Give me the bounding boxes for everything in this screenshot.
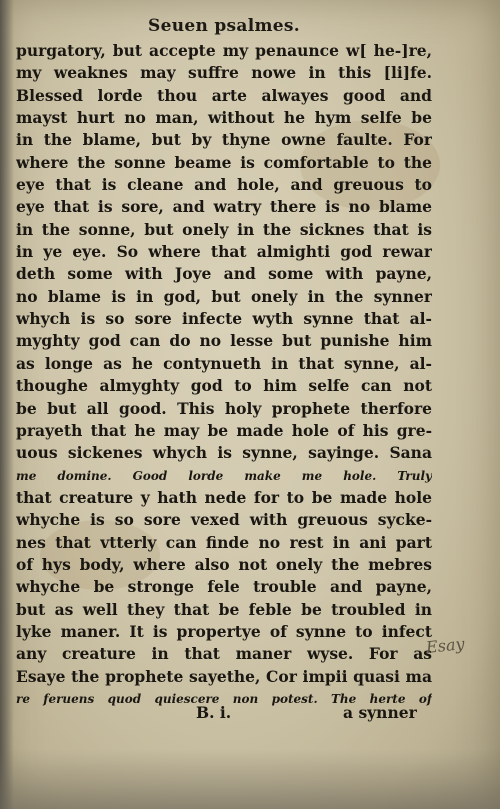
text-line: thoughe almyghty god to him selfe can not xyxy=(16,376,432,396)
text-line: Blessed lorde thou arte alwayes good and xyxy=(16,85,432,105)
text-line: myghty god can do no lesse but punishe him xyxy=(16,331,432,351)
text-line: in ye eye. So where that almighti god rewar xyxy=(16,242,432,262)
text-line: in the blame, but by thyne owne faulte. For xyxy=(16,130,432,150)
text-line: but as well they that be feble be troubled in xyxy=(16,599,432,619)
text-line: as longe as he contynueth in that synne, al- xyxy=(16,353,432,373)
text-line: my weaknes may suffre nowe in this [li]fe. xyxy=(16,63,432,83)
text-line: deth some with Joye and some with payne, xyxy=(16,264,432,284)
text-line: uous sickenes whych is synne, sayinge. Sana xyxy=(16,443,432,463)
text-line: whych is so sore infecte wyth synne that al- xyxy=(16,309,432,329)
text-line: of hys body, where also not onely the mebres xyxy=(16,554,432,574)
text-line: eye that is sore, and watry there is no blame xyxy=(16,197,432,217)
text-line: whyche be stronge fele trouble and payne, xyxy=(16,577,432,597)
text-line: in the sonne, but onely in the sicknes that is xyxy=(16,219,432,239)
text-line: lyke maner. It is propertye of synne to infect xyxy=(16,621,432,641)
text-line: eye that is cleane and hole, and greuous to xyxy=(16,175,432,195)
text-line: Esaye the prophete sayethe, Cor impii quasi ma xyxy=(16,666,432,686)
text-line: any creature in that maner wyse. For as xyxy=(16,644,432,664)
text-line: prayeth that he may be made hole of his gre- xyxy=(16,420,432,440)
text-line: mayst hurt no man, without he hym selfe be xyxy=(16,108,432,128)
text-line: that creature y hath nede for to be made hole xyxy=(16,487,432,507)
text-line: purgatory, but accepte my penaunce w[ he-]re, xyxy=(16,41,432,60)
text-line: whyche is so sore vexed with greuous sycke- xyxy=(16,510,432,530)
catchword: a synner xyxy=(343,703,417,722)
body-text xyxy=(16,40,432,710)
handwritten-margin-note: Esay xyxy=(425,634,466,657)
running-head: Seuen psalmes. xyxy=(148,16,300,36)
text-line: no blame is in god, but onely in the synner xyxy=(16,286,432,306)
text-line-latin: me domine. Good lorde make me hole. Truly xyxy=(16,468,432,483)
text-line: be but all good. This holy prophete therfore xyxy=(16,398,432,418)
text-line-latin: re feruens quod quiescere non potest. The herte of xyxy=(16,691,432,706)
text-line: nes that vtterly can finde no rest in ani part xyxy=(16,532,432,552)
signature-mark: B. i. xyxy=(196,703,232,722)
text-line: where the sonne beame is comfortable to the xyxy=(16,152,432,172)
